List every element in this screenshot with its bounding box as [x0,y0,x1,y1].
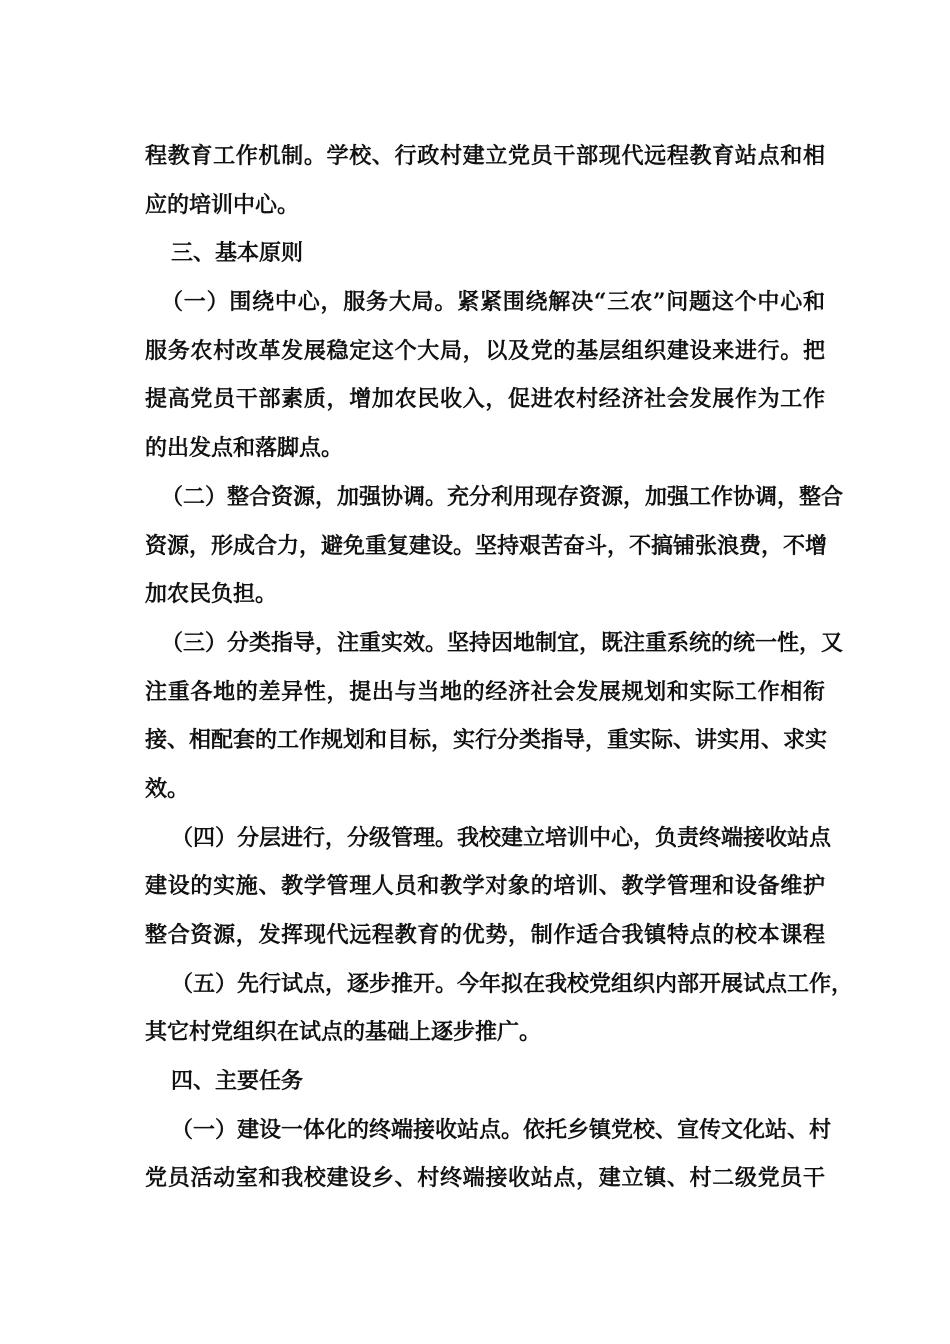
text-line: 提高党员干部素质，增加农民收入，促进农村经济社会发展作为工作 [145,386,825,413]
text-line: 整合资源，发挥现代远程教育的优势，制作适合我镇特点的校本课程 [145,922,825,948]
text-line: 其它村党组织在试点的基础上逐步推广。 [145,1019,542,1046]
document-body [145,132,854,1203]
text-line: 效。 [145,775,190,802]
text-line: （三）分类指导，注重实效。坚持因地制宜，既注重系统的统一性，又 [161,629,844,656]
text-line: 资源，形成合力，避免重复建设。坚持艰苦奋斗，不搞铺张浪费，不增 [145,532,828,559]
text-line: 程教育工作机制。学校、行政村建立党员干部现代远程教育站点和相 [145,143,825,169]
text-line: 注重各地的差异性，提出与当地的经济社会发展规划和实际工作相衔 [145,678,825,705]
text-line: 加农民负担。 [145,581,278,608]
text-line: 建设的实施、教学管理人员和教学对象的培训、教学管理和设备维护 [145,873,825,900]
text-line: （五）先行试点，逐步推开。今年拟在我校党组织内部开展试点工作， [171,970,854,997]
text-line: （四）分层进行，分级管理。我校建立培训中心，负责终端接收站点 [171,824,832,851]
text-line: 的出发点和落脚点。 [145,435,344,462]
text-line: 党员活动室和我校建设乡、村终端接收站点，建立镇、村二级党员干 [145,1165,825,1192]
text-line: 应的培训中心。 [145,191,300,218]
section-heading: 三、基本原则 [171,240,304,267]
text-line: 接、相配套的工作规划和目标，实行分类指导，重实际、讲实用、求实 [145,727,828,754]
text-line: （一）围绕中心，服务大局。紧紧围绕解决“三农”问题这个中心和 [161,289,825,316]
text-line: （二）整合资源，加强协调。充分利用现存资源，加强工作协调，整合 [161,483,844,510]
text-line: 服务农村改革发展稳定这个大局，以及党的基层组织建设来进行。把 [145,337,825,364]
section-heading: 四、主要任务 [171,1068,304,1095]
text-line: （一）建设一体化的终端接收站点。依托乡镇党校、宣传文化站、村 [171,1116,832,1143]
